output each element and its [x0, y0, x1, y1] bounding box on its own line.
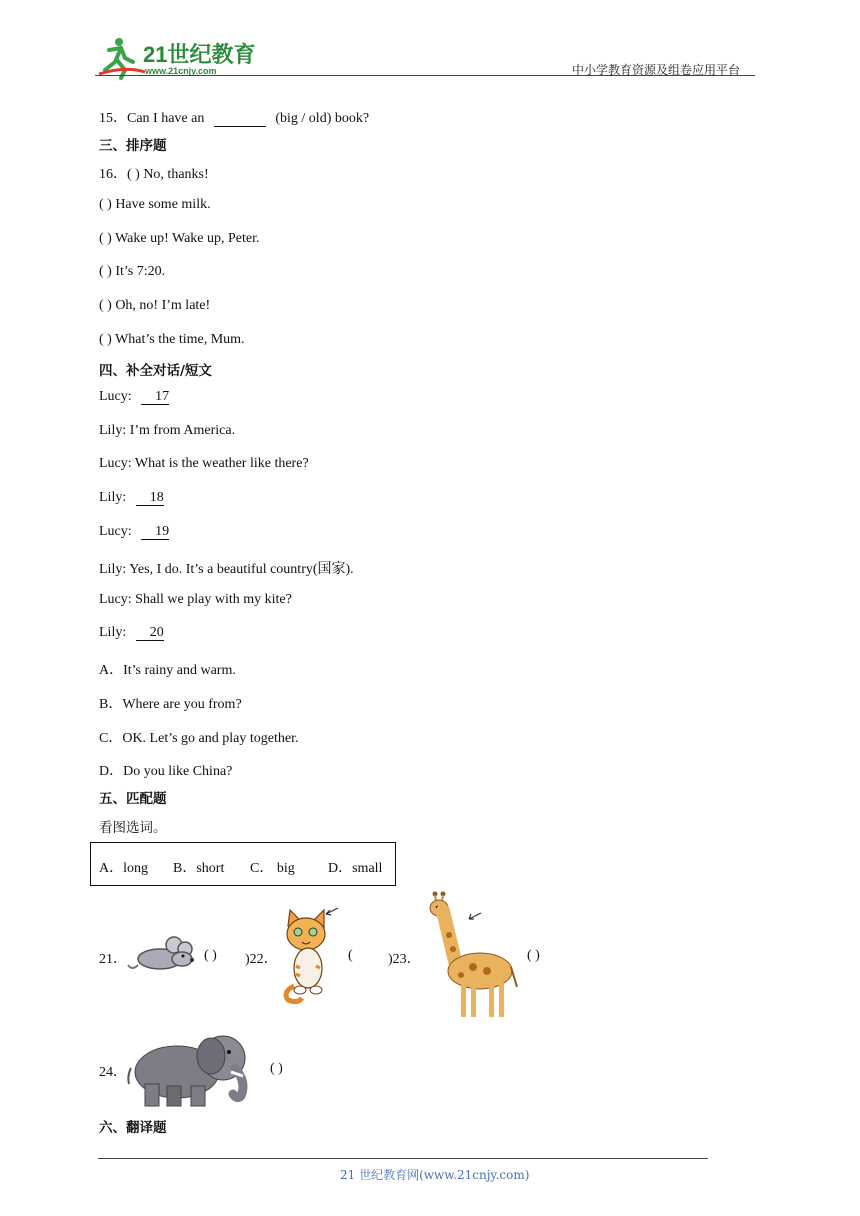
cat-icon [278, 906, 342, 1009]
ordering-item [99, 163, 209, 183]
logo-url: www.21cnjy.com [145, 66, 217, 76]
ordering-number: 16． [99, 167, 127, 182]
dialogue-line: Lily: I’m from America. [99, 423, 236, 438]
match-number-23: )23． [388, 952, 421, 967]
section-title-dialogue: 四、补全对话/短文 [99, 363, 212, 379]
dialogue-line [99, 389, 169, 405]
question-15-text: 15．Can I have an [99, 111, 205, 126]
giraffe-icon [425, 891, 521, 1024]
section-title-translation: 六、翻译题 [99, 1120, 167, 1136]
word-option-c: C． big [250, 861, 295, 876]
match-number-22: )22． [245, 952, 278, 967]
dialogue-speaker: Lucy: [99, 524, 132, 539]
word-option-a: A．long [99, 861, 148, 876]
ordering-item: ( ) Wake up! Wake up, Peter. [99, 231, 260, 246]
dialogue-line [99, 490, 164, 506]
answer-blank-20[interactable]: 20 [136, 626, 164, 641]
answer-blank-19[interactable]: 19 [141, 525, 169, 540]
section-title-matching: 五、匹配题 [99, 791, 167, 807]
matching-instruction: 看图选词。 [99, 820, 167, 836]
match-number-21: 21． [99, 952, 127, 967]
logo-text: 21世纪教育 [143, 42, 256, 67]
answer-blank-17[interactable]: 17 [141, 390, 169, 405]
word-option-b: B．short [173, 861, 225, 876]
question-15-options: (big / old) book? [275, 111, 370, 126]
footer-divider [98, 1158, 708, 1159]
runner-logo-icon [95, 36, 260, 80]
answer-paren-23[interactable]: ( ) [527, 948, 540, 963]
dialogue-option-a: A．It’s rainy and warm. [99, 663, 236, 678]
dialogue-line: Lily: Yes, I do. It’s a beautiful country(国家). [99, 562, 354, 577]
answer-paren-24[interactable]: ( ) [270, 1061, 283, 1076]
dialogue-line: Lucy: Shall we play with my kite? [99, 592, 292, 607]
ordering-item: ( ) What’s the time, Mum. [99, 332, 245, 347]
word-option-d: D．small [328, 861, 383, 876]
ordering-item-text: ( ) No, thanks! [127, 167, 209, 182]
header-divider [95, 75, 755, 76]
dialogue-speaker: Lucy: [99, 389, 132, 404]
dialogue-speaker: Lily: [99, 625, 127, 640]
dialogue-option-b: B．Where are you from? [99, 697, 242, 712]
site-logo [95, 36, 260, 80]
dialogue-option-d: D．Do you like China? [99, 764, 233, 779]
answer-paren-22[interactable]: ( [348, 948, 353, 963]
ordering-item: ( ) It’s 7:20. [99, 264, 166, 279]
answer-blank-15[interactable] [214, 112, 266, 127]
dialogue-line [99, 625, 164, 641]
answer-paren-21[interactable]: ( ) [204, 948, 217, 963]
mouse-icon [130, 935, 196, 980]
dialogue-line: Lucy: What is the weather like there? [99, 456, 309, 471]
match-number-24: 24． [99, 1065, 127, 1080]
answer-blank-18[interactable]: 18 [136, 491, 164, 506]
section-title-ordering: 三、排序题 [99, 138, 167, 154]
footer-text[interactable]: 21 世纪教育网(www.21cnjy.com) [340, 1168, 530, 1182]
ordering-item: ( ) Oh, no! I’m late! [99, 298, 211, 313]
dialogue-option-c: C．OK. Let’s go and play together. [99, 731, 299, 746]
dialogue-line [99, 524, 169, 540]
dialogue-speaker: Lily: [99, 490, 127, 505]
ordering-item: ( ) Have some milk. [99, 197, 211, 212]
elephant-icon [127, 1028, 257, 1113]
header-platform-text: 中小学教育资源及组卷应用平台 [572, 63, 741, 77]
question-15 [99, 107, 369, 127]
